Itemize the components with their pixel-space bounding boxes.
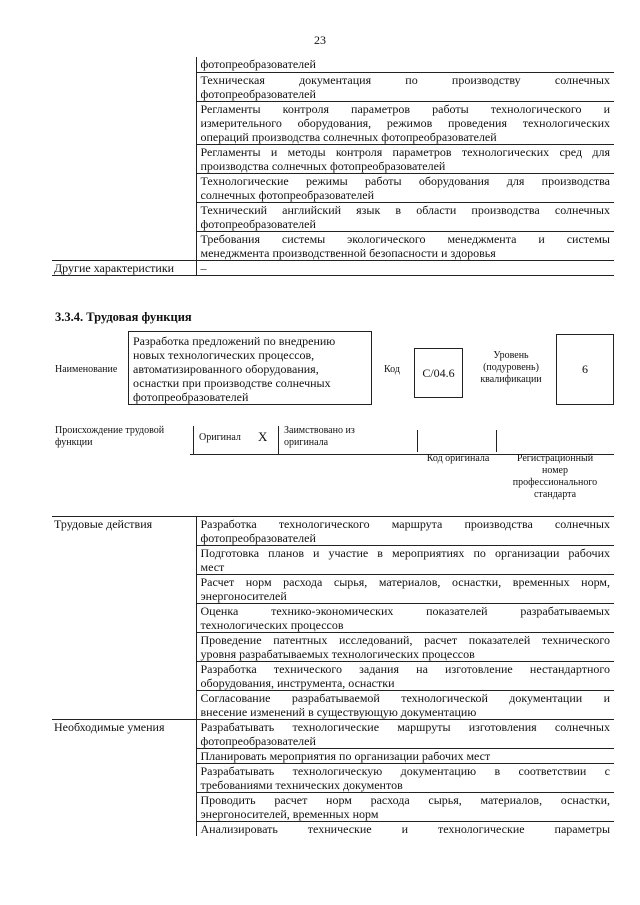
table-row: Проведение патентных исследований, расчет показателей технического уровня разрабатываемых технологических процессов — [52, 633, 614, 662]
other-characteristics-label: Другие характеристики — [52, 260, 196, 275]
work-function-table — [52, 516, 614, 836]
code-box — [414, 348, 463, 398]
group-label: Трудовые действия — [52, 517, 196, 546]
row-label — [52, 57, 196, 72]
reg-number-label: Регистрационный номер профессионального стандарта — [512, 453, 598, 500]
code-value: С/04.6 — [422, 365, 455, 380]
table-row — [52, 144, 614, 173]
group-label: Необходимые умения — [52, 720, 196, 749]
name-label: Наименование — [55, 364, 118, 375]
borrowed-label: Заимствовано из оригинала — [284, 425, 355, 448]
row-text: Регламенты контроля параметров работы технологического и измерительного оборудования, режимов проведения технологических операций производства солнечных фотопреобразователей — [196, 101, 614, 144]
table-row: Расчет норм расхода сырья, материалов, оснастки, временных норм, энергоносителей — [52, 575, 614, 604]
row-text: Технологические режимы работы оборудования для производства солнечных фотопреобразователей — [196, 173, 614, 202]
code-original-label: Код оригинала — [426, 453, 490, 464]
divider — [193, 426, 194, 454]
table-row — [52, 57, 614, 72]
table-row: Анализировать технические и технологические параметры — [52, 822, 614, 837]
knowledge-table — [52, 57, 614, 276]
page-number: 23 — [314, 33, 326, 47]
table-row — [52, 260, 614, 275]
code-label: Код — [384, 364, 400, 375]
table-row: Планировать мероприятия по организации рабочих мест — [52, 749, 614, 764]
original-label: Оригинал — [199, 432, 241, 443]
row-text: Требования системы экологического менеджмента и системы менеджмента производственной безопасности и здоровья — [196, 231, 614, 260]
row-text: – — [196, 260, 614, 275]
table-row: Разрабатывать технологическую документацию в соответствии с требованиями технических документов — [52, 764, 614, 793]
divider — [278, 426, 279, 454]
section-title: 3.3.4. Трудовая функция — [55, 310, 192, 324]
table-row: Подготовка планов и участие в мероприятиях по организации рабочих мест — [52, 546, 614, 575]
row-text: Технический английский язык в области производства солнечных фотопреобразователей — [196, 202, 614, 231]
level-value: 6 — [582, 362, 588, 376]
level-label: Уровень (подуровень) квалификации — [480, 350, 542, 385]
table-row — [52, 72, 614, 101]
table-row — [52, 173, 614, 202]
original-mark: X — [258, 429, 268, 444]
table-row — [52, 202, 614, 231]
table-row: Оценка технико-экономических показателей разрабатываемых технологических процессов — [52, 604, 614, 633]
table-row — [52, 101, 614, 144]
row-text: Регламенты и методы контроля параметров технологических сред для производства солнечных фотопреобразователей — [196, 144, 614, 173]
table-row: Разработка технического задания на изготовление нестандартного оборудования, инструмента, оснастки — [52, 662, 614, 691]
table-row: Необходимые умения Разрабатывать технологические маршруты изготовления солнечных фотопреобразователей — [52, 720, 614, 749]
row-text: фотопреобразователей — [196, 57, 614, 72]
table-row: Согласование разрабатываемой технологической документации и внесение изменений в существующую документацию — [52, 691, 614, 720]
function-name-box: Разработка предложений по внедрению новых технологических процессов, автоматизированного оборудования, оснастки при производстве солнечных фотопреобразователей — [128, 331, 372, 405]
level-box — [556, 334, 614, 405]
origin-label: Происхождение трудовой функции — [55, 425, 165, 448]
divider — [417, 430, 418, 452]
row-text: Техническая документация по производству солнечных фотопреобразователей — [196, 72, 614, 101]
table-row: Трудовые действия Разработка технологического маршрута производства солнечных фотопреобразователей — [52, 517, 614, 546]
divider — [496, 430, 497, 452]
table-row: Проводить расчет норм расхода сырья, материалов, оснастки, энергоносителей, временных норм — [52, 793, 614, 822]
table-row — [52, 231, 614, 260]
